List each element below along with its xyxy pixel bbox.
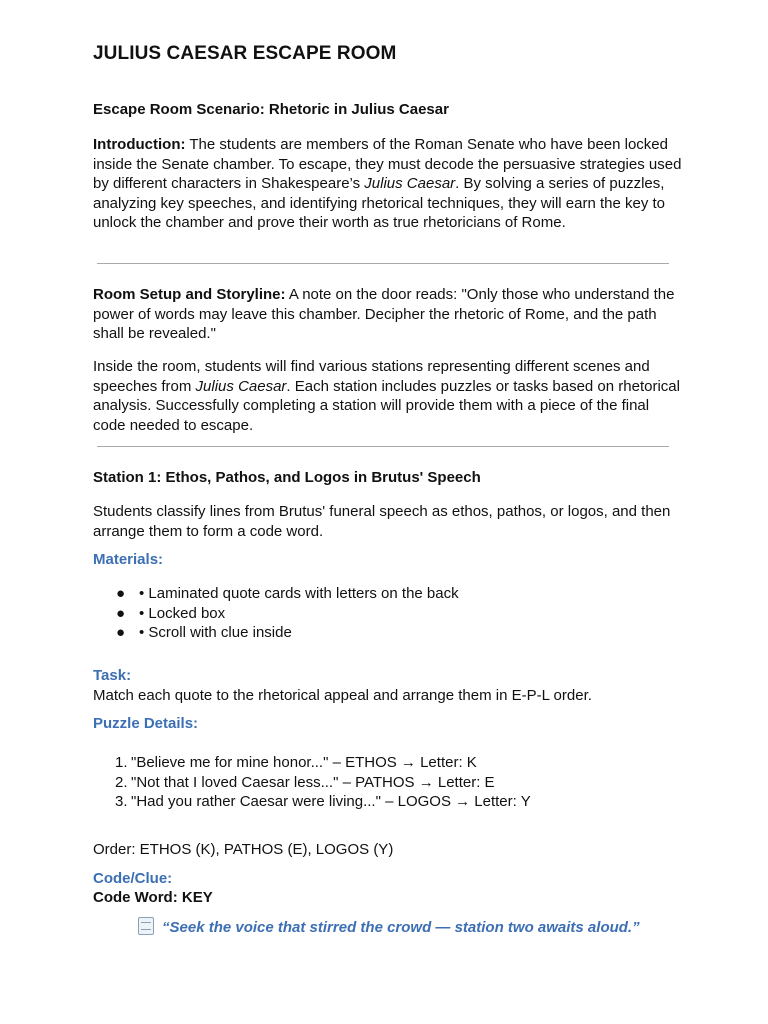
bullet-icon: ● bbox=[116, 604, 126, 622]
intro-label: Introduction: bbox=[93, 136, 186, 153]
order-text: Order: ETHOS (K), PATHOS (E), LOGOS (Y) bbox=[93, 841, 394, 858]
memo-icon bbox=[138, 917, 154, 935]
list-item: ● • Laminated quote cards with letters on the back bbox=[116, 585, 459, 602]
list-item: ● • Locked box bbox=[116, 604, 226, 622]
list-item: 1. "Believe me for mine honor..." – ETHOS → Letter: K bbox=[115, 754, 477, 771]
setup-paragraph bbox=[93, 285, 683, 344]
bullet-icon: ● bbox=[116, 624, 126, 641]
clue-quote-line bbox=[138, 917, 640, 938]
code-word: Code Word: KEY bbox=[93, 889, 213, 906]
divider bbox=[97, 446, 669, 447]
divider bbox=[97, 263, 669, 264]
intro-paragraph bbox=[93, 135, 683, 233]
setup-label: Room Setup and Storyline: bbox=[93, 286, 286, 303]
inside-paragraph bbox=[93, 357, 683, 435]
list-item: 2. "Not that I loved Caesar less..." – PATHOS → Letter: E bbox=[115, 773, 495, 791]
inside-text-1: Inside the room, students will find various stations representing different scenes and speeches from bbox=[93, 358, 650, 395]
setup-text: A note on the door reads: "Only those who understand the power of words may leave this chamber. Decipher the rhetoric of Rome, and the path shall be revealed." bbox=[93, 286, 675, 342]
intro-text-1: The students are members of the Roman Senate who have been locked inside the Senate chamber. To escape, they must decode the persuasive strategies used by different characters in Shakespeare’s bbox=[93, 136, 682, 192]
document-title: JULIUS CAESAR ESCAPE ROOM bbox=[93, 43, 397, 64]
station1-description: Students classify lines from Brutus' funeral speech as ethos, pathos, or logos, and then arrange them to form a code word. bbox=[93, 503, 671, 540]
code-clue-label: Code/Clue: bbox=[93, 870, 173, 887]
list-item: 3. "Had you rather Caesar were living..." – LOGOS → Letter: Y bbox=[115, 793, 531, 810]
inside-italic-title: Julius Caesar bbox=[195, 377, 287, 395]
materials-label: Materials: bbox=[93, 551, 164, 568]
task-text: Match each quote to the rhetorical appeal and arrange them in E-P-L order. bbox=[93, 687, 592, 704]
intro-text-2: . By solving a series of puzzles, analyzing key speeches, and identifying rhetorical techniques, they will earn the key to unlock the chamber and prove their worth as true rhetoricians of Rome. bbox=[93, 175, 665, 231]
intro-italic-title: Julius Caesar bbox=[364, 175, 456, 192]
list-item: ● • Scroll with clue inside bbox=[116, 624, 292, 641]
task-label: Task: bbox=[93, 667, 132, 684]
bullet-icon: ● bbox=[116, 585, 126, 602]
puzzle-list bbox=[115, 753, 531, 812]
clue-quote: “Seek the voice that stirred the crowd — station two awaits aloud.” bbox=[162, 919, 640, 936]
station1-heading: Station 1: Ethos, Pathos, and Logos in Brutus' Speech bbox=[93, 469, 481, 486]
puzzle-details-label: Puzzle Details: bbox=[93, 715, 199, 732]
inside-text-2: . Each station includes puzzles or tasks based on rhetorical analysis. Successfully completing a station will provide them with a piece of the final code needed to escape. bbox=[93, 377, 680, 434]
scenario-heading: Escape Room Scenario: Rhetoric in Julius Caesar bbox=[93, 101, 449, 118]
materials-list bbox=[116, 584, 459, 643]
